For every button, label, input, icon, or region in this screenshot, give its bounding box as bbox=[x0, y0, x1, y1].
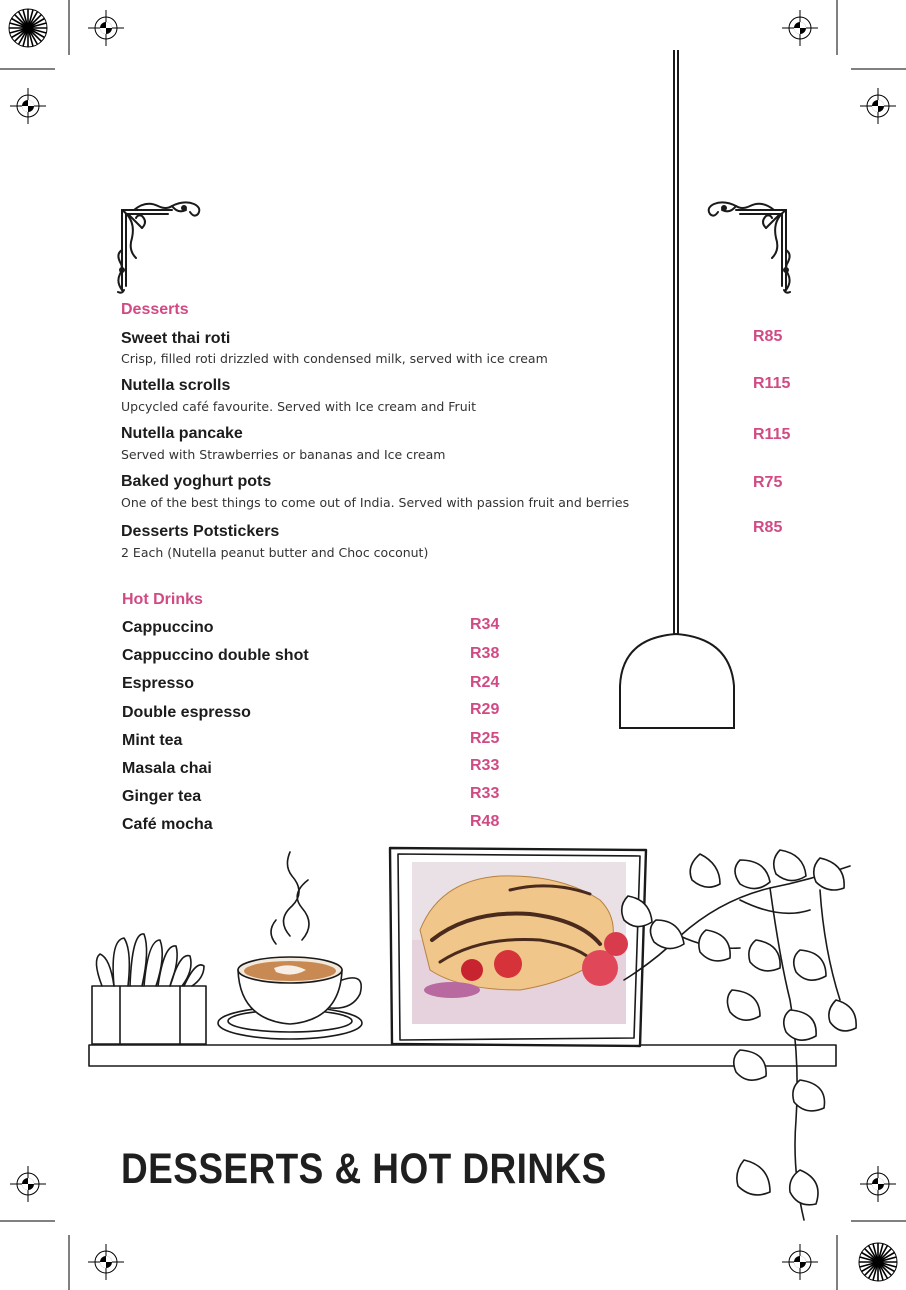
drink-price: R25 bbox=[470, 730, 500, 747]
menu-item-price: R85 bbox=[753, 519, 783, 536]
drink-name: Masala chai bbox=[122, 760, 212, 777]
drink-price: R38 bbox=[470, 645, 500, 662]
coffee-cup-icon bbox=[218, 852, 362, 1039]
menu-item-price: R85 bbox=[753, 328, 783, 345]
plant-pot-icon bbox=[92, 934, 206, 1044]
menu-item-description: 2 Each (Nutella peanut butter and Choc coconut) bbox=[121, 545, 429, 560]
menu-item-price: R75 bbox=[753, 474, 783, 491]
hot-drinks-heading: Hot Drinks bbox=[122, 591, 203, 608]
drink-name: Ginger tea bbox=[122, 788, 202, 805]
drink-price: R34 bbox=[470, 616, 500, 633]
hanging-lamp-icon bbox=[610, 48, 745, 733]
drink-name: Cappuccino double shot bbox=[122, 647, 309, 664]
menu-item-name: Nutella scrolls bbox=[121, 377, 231, 394]
menu-item-price: R115 bbox=[753, 426, 791, 443]
drink-price: R33 bbox=[470, 785, 500, 802]
menu-item-description: One of the best things to come out of India. Served with passion fruit and berries bbox=[121, 495, 630, 510]
drink-name: Café mocha bbox=[122, 816, 213, 833]
menu-item-name: Sweet thai roti bbox=[121, 330, 231, 347]
menu-item-description: Upcycled café favourite. Served with Ice cream and Fruit bbox=[121, 399, 476, 414]
drink-price: R33 bbox=[470, 757, 500, 774]
drink-name: Double espresso bbox=[122, 704, 251, 721]
menu-item-description: Served with Strawberries or bananas and Ice cream bbox=[121, 447, 446, 462]
page-title: DESSERTS & HOT DRINKS bbox=[121, 1145, 607, 1193]
ornament-corner-left-icon bbox=[112, 198, 208, 294]
menu-item-name: Nutella pancake bbox=[121, 425, 243, 442]
framed-crepe-photo bbox=[390, 848, 646, 1046]
drink-price: R48 bbox=[470, 813, 500, 830]
drink-name: Mint tea bbox=[122, 732, 183, 749]
menu-item-name: Baked yoghurt pots bbox=[121, 473, 272, 490]
desserts-heading: Desserts bbox=[121, 301, 189, 318]
drink-name: Espresso bbox=[122, 675, 195, 692]
trailing-plant-icon bbox=[622, 850, 856, 1220]
drink-price: R24 bbox=[470, 674, 500, 691]
menu-item-description: Crisp, filled roti drizzled with condensed milk, served with ice cream bbox=[121, 351, 548, 366]
menu-item-price: R115 bbox=[753, 375, 791, 392]
drink-name: Cappuccino bbox=[122, 619, 214, 636]
menu-item-name: Desserts Potstickers bbox=[121, 523, 280, 540]
wall-shelf-icon bbox=[89, 1045, 836, 1066]
drink-price: R29 bbox=[470, 701, 500, 718]
